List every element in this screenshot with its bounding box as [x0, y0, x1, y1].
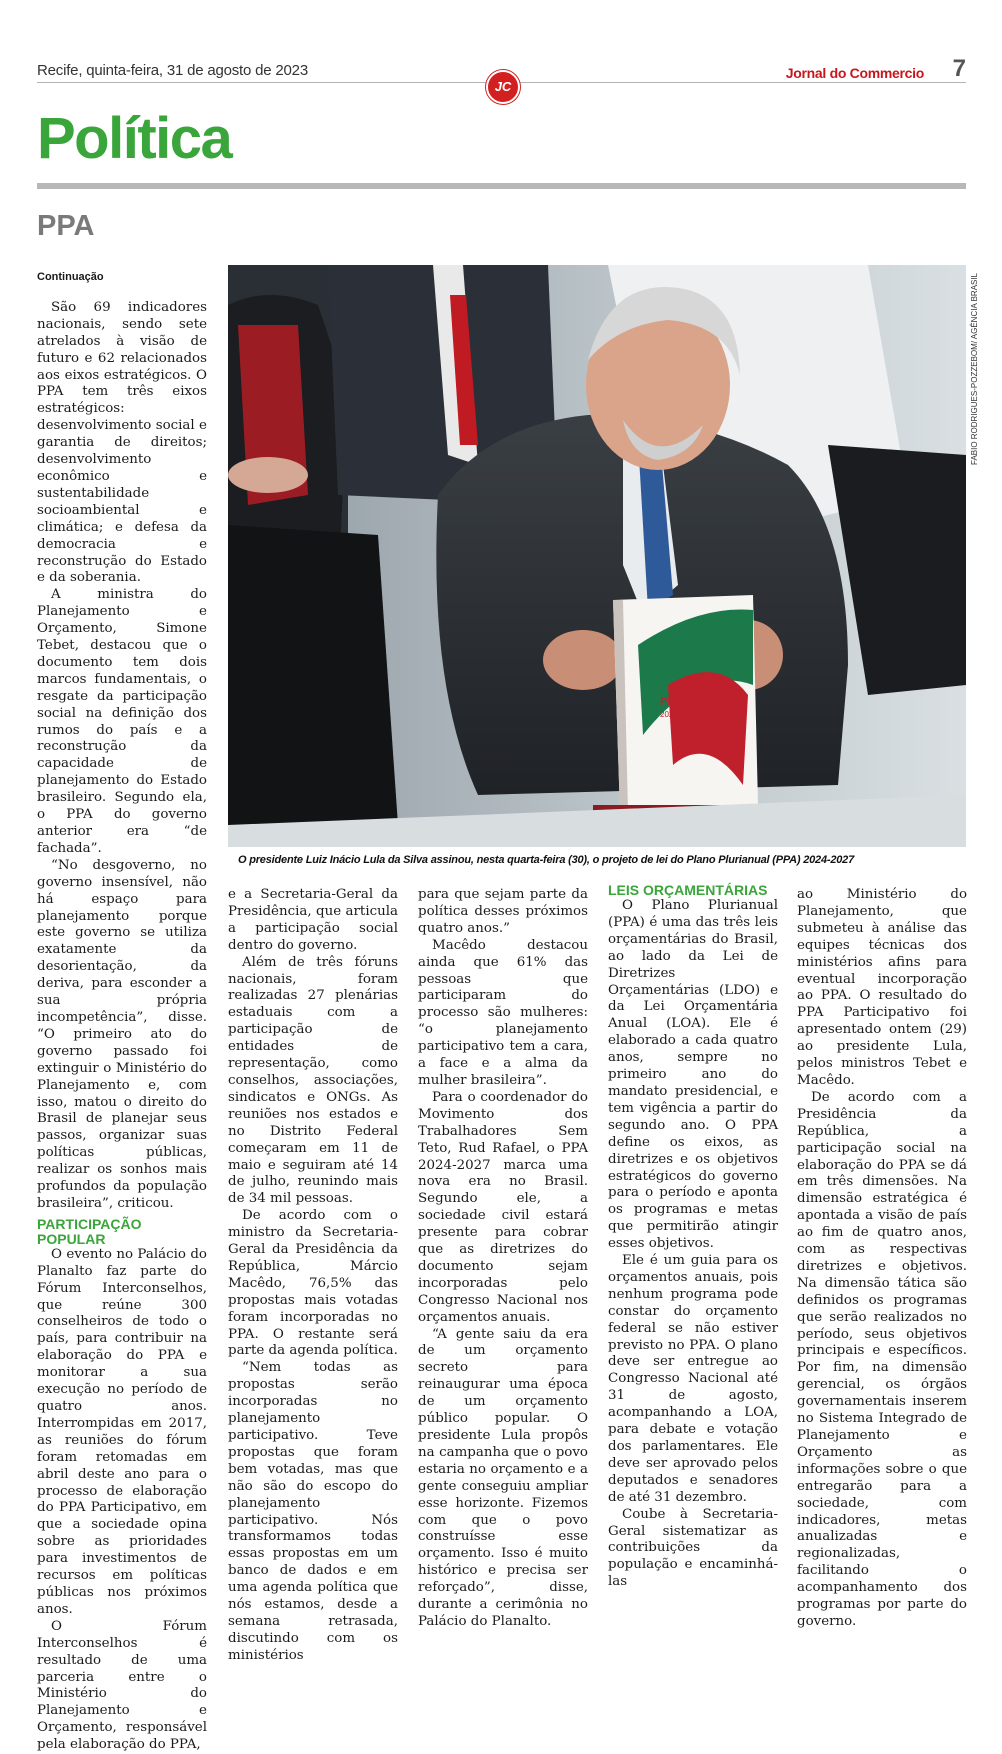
continuation-label: Continuação — [37, 271, 104, 283]
book-subtitle: 2024-2027 — [660, 710, 699, 719]
paragraph: O Plano Plurianual (PPA) é uma das três leis orçamentárias do Brasil, ao lado da Lei de Diretrizes Orçamentárias (LDO) e da Lei Orçamentária Anual (LOA). Ele é elaborado a cada quatro anos, sempre no primeiro ano do mandato presidencial, e tem vigência a partir do segundo ano. O PPA define os eixos, as diretrizes e os objetivos estratégicos do governo para o período e aponta os programas e metas que permitirão atingir esses objetivos. — [608, 898, 778, 1252]
paragraph: e a Secretaria-Geral da Presidência, que articula a participação social dentro do governo. — [228, 887, 398, 953]
news-photo — [228, 265, 966, 847]
newspaper-name: Jornal do Commercio — [785, 65, 924, 81]
paragraph: A ministra do Planejamento e Orçamento, Simone Tebet, destacou que o documento tem dois marcos fundamentais, o resgate da participação social na definição dos rumos do país e a reconstrução da capacidade de planejamento do Estado brasileiro. Segundo ela, o PPA do governo anterior era “de fachada”. — [37, 587, 207, 856]
paragraph: “A gente saiu da era de um orçamento secreto para reinaugurar uma época de um orçamento público popular. O presidente Lula propôs na campanha que o povo estaria no orçamento e a gente conseguiu ampliar esse horizonte. Fizemos com que o povo construísse esse orçamento. Isso é muito histórico e precisa ser reforçado”, disse, durante a cerimônia no Palácio do Planalto. — [418, 1326, 588, 1629]
photo-credit: FABIO RODRIGUES-POZZEBOM/ AGÊNCIA BRASIL — [970, 272, 979, 465]
section-rule — [37, 183, 966, 189]
photo-illustration — [228, 265, 966, 847]
date-line: Recife, quinta-feira, 31 de agosto de 2023 — [37, 62, 308, 79]
article-column-5 — [797, 887, 967, 1631]
jc-logo: JC — [486, 70, 520, 104]
section-title: Política — [37, 106, 232, 171]
paragraph: Coube à Secretaria-Geral sistematizar as contribuições da população e encaminhá-las — [608, 1506, 778, 1590]
paragraph: “No desgoverno, no governo insensível, não há espaço para planejamento porque este governo se utiliza exatamente da desorientação, da deriva, para esconder a sua própria incompetência”, disse. “O primeiro ato do governo passado foi extinguir o Ministério do Planejamento e, com isso, matou o direito do Brasil de planejar seus passos, organizar suas políticas públicas, realizar os sonhos mais profundos da população brasileira”, criticou. — [37, 857, 207, 1211]
paragraph: Ele é um guia para os orçamentos anuais, pois nenhum programa pode constar do orçamento federal se não estiver previsto no PPA. O plano deve ser entregue ao Congresso Nacional até 31 de agosto, acompanhando a LOA, para debate e votação dos parlamentares. Ele deve ser aprovado pelos deputados e senadores de até 31 dezembro. — [608, 1253, 778, 1505]
paragraph: O Fórum Interconselhos é resultado de uma parceria entre o Ministério do Planejamento e Orçamento, responsável pela elaboração do PPA, — [37, 1618, 207, 1753]
photo-caption: O presidente Luiz Inácio Lula da Silva assinou, nesta quarta-feira (30), o projeto de lei do Plano Plurianual (PPA) 2024-2027 — [238, 854, 855, 866]
article-column-3 — [418, 887, 588, 1631]
paragraph: Além de três fóruns nacionais, foram realizadas 27 plenárias estaduais com a participação de entidades de representação, como conselhos, associações, sindicatos e ONGs. As reuniões nos estados e no Distrito Federal começaram em 11 de maio e seguiram até 14 de julho, reunindo mais de 34 mil pessoas. — [228, 954, 398, 1207]
subhead-participacao: PARTICIPAÇÃO POPULAR — [37, 1215, 142, 1247]
kicker: PPA — [37, 210, 95, 242]
paragraph: De acordo com o ministro da Secretaria-Geral da Presidência da República, Márcio Macêdo, 76,5% das propostas mais votadas foram incorporadas no PPA. O restante será parte da agenda política. — [228, 1208, 398, 1359]
paragraph: ao Ministério do Planejamento, que submeteu à análise das equipes técnicas dos ministérios afins para eventual incorporação ao PPA. O resultado do PPA Participativo foi apresentado ontem (29) ao presidente Lula, pelos ministros Tebet e Macêdo. — [797, 887, 967, 1088]
page-number: 7 — [952, 55, 966, 82]
paragraph: Para o coordenador do Movimento dos Trabalhadores Sem Teto, Rud Rafael, o PPA 2024-2027 marca uma nova era no Brasil. Segundo ele, a sociedade civil estará presente para cobrar que as diretrizes do documento sejam incorporadas pelo Congresso Nacional nos orçamentos anuais. — [418, 1089, 588, 1325]
book-title: Plano Plurianual — [660, 696, 747, 708]
article-column-2 — [228, 887, 398, 1665]
paragraph: Macêdo destacou ainda que 61% das pessoas que participaram do processo são mulheres: “o planejamento participativo tem a cara, a face e a alma da mulher brasileira”. — [418, 937, 588, 1088]
subhead-leis: LEIS ORÇAMENTÁRIAS — [608, 882, 768, 898]
article-column-4 — [608, 883, 778, 1591]
paragraph: São 69 indicadores nacionais, sendo sete atrelados à visão de futuro e 62 relacionados aos eixos estratégicos. O PPA tem três eixos estratégicos: desenvolvimento social e garantia de direitos; desenvolvimento econômico e sustentabilidade socioambiental e climática; e defesa da democracia e reconstrução do Estado e da soberania. — [37, 299, 207, 586]
paragraph: “Nem todas as propostas serão incorporadas no planejamento participativo. Teve propostas que foram bem votadas, mas que não são do escopo do planejamento participativo. Nós transformamos todas essas propostas em um banco de dados e em uma agenda política que nós estamos, desde a semana retrasada, discutindo com os ministérios — [228, 1360, 398, 1663]
ppa-book-illustration — [613, 595, 758, 813]
article-column-1 — [37, 269, 207, 1754]
paragraph: para que sejam parte da política desses próximos quatro anos.” — [418, 887, 588, 936]
paragraph: O evento no Palácio do Planalto faz parte do Fórum Interconselhos, que reúne 300 conselheiros de todo o país, para contribuir na elaboração do PPA e monitorar a sua execução no período de quatro anos. Interrompidas em 2017, as reuniões do fórum foram retomadas em abril deste ano para o processo de elaboração do PPA Participativo, em que a sociedade opina sobre as prioridades para investimentos de recursos em políticas públicas nos próximos anos. — [37, 1246, 207, 1617]
paragraph: De acordo com a Presidência da República, a participação social na elaboração do PPA se dá em três dimensões. Na dimensão estratégica é apontada a visão de país ao fim de quatro anos, com as respectivas diretrizes e objetivos. Na dimensão tática são definidos os programas que serão realizados no período, seus objetivos principais e específicos. Por fim, na dimensão gerencial, os órgãos governamentais inserem no Sistema Integrado de Planejamento e Orçamento as informações sobre o que entregarão para a sociedade, com indicadores, metas anualizadas e regionalizadas, facilitando o acompanhamento dos programas por parte do governo. — [797, 1089, 967, 1629]
